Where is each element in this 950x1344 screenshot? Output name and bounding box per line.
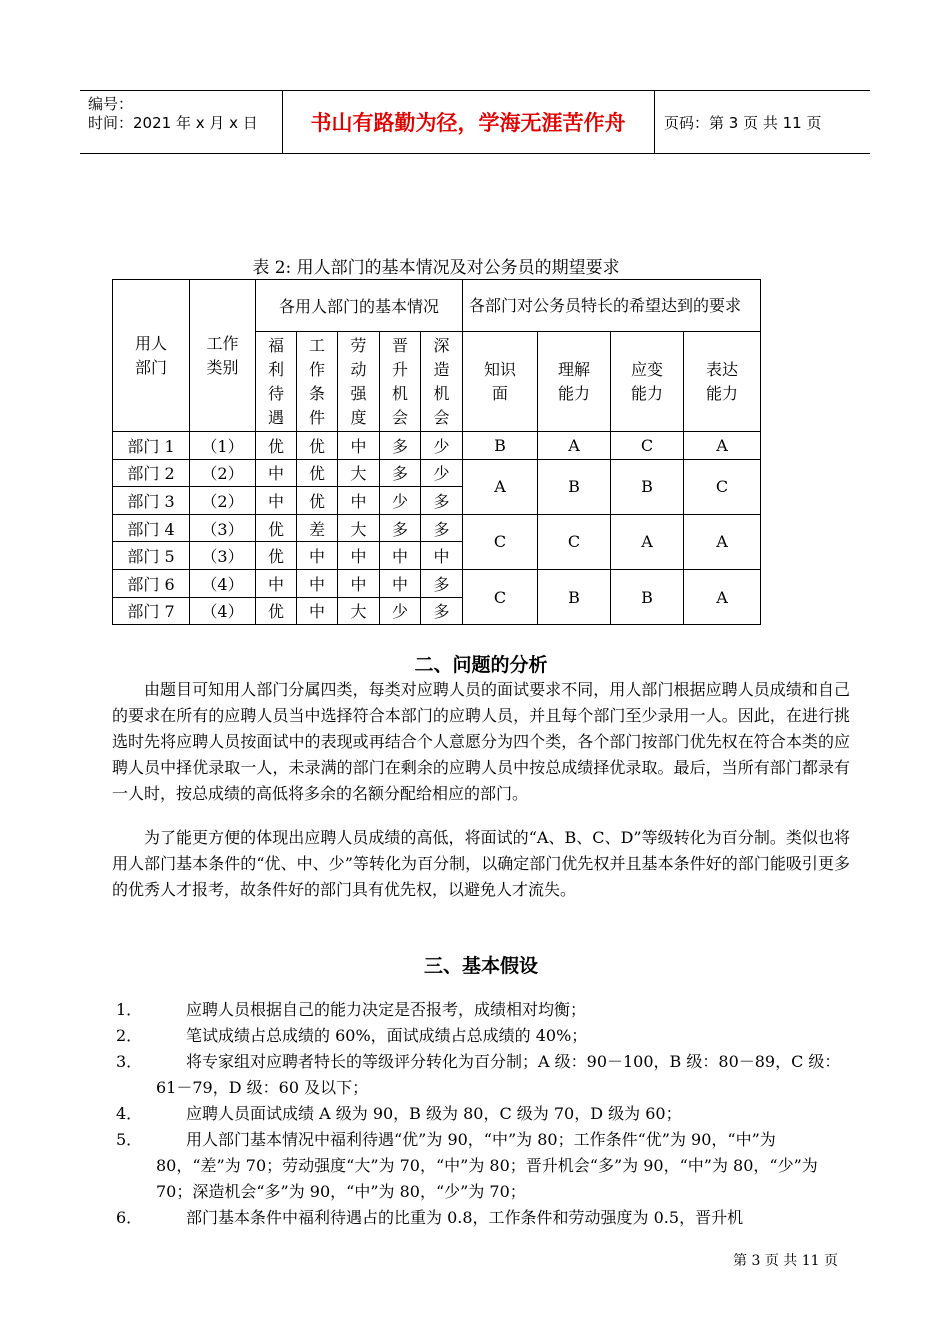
list-item [112,1205,850,1231]
basic-cell: 中 [338,569,380,597]
list-item [112,1023,850,1049]
table-row [113,432,761,460]
list-item [112,1101,850,1127]
page-header [80,90,870,154]
col-header-basic: 福利待遇 [256,332,297,432]
col-header-dept: 用人部门 [113,280,190,432]
type-cell: （3） [190,542,256,570]
basic-cell: 多 [421,487,463,515]
basic-cell: 多 [421,514,463,542]
list-number: 6． [116,1208,143,1227]
list-item [112,1127,850,1205]
list-text: 将专家组对应聘者特长的等级评分转化为百分制；A 级：90－100，B 级：80－89，C 级：61－79，D 级：60 及以下； [156,1052,841,1097]
list-text: 笔试成绩占总成绩的 60%，面试成绩占总成绩的 40%； [186,1026,588,1045]
basic-cell: 多 [380,432,421,460]
list-text: 应聘人员根据自己的能力决定是否报考，成绩相对均衡； [186,1000,587,1019]
basic-cell: 中 [380,569,421,597]
col-header-expect: 表达能力 [684,332,761,432]
basic-cell: 多 [380,459,421,487]
expect-cell: B [463,432,538,460]
dept-cell: 部门 7 [113,597,190,625]
dept-cell: 部门 1 [113,432,190,460]
basic-cell: 优 [297,487,338,515]
basic-cell: 多 [421,569,463,597]
basic-cell: 中 [297,597,338,625]
basic-cell: 大 [338,514,380,542]
dept-cell: 部门 3 [113,487,190,515]
list-text: 应聘人员面试成绩 A 级为 90，B 级为 80，C 级为 70，D 级为 60； [186,1104,682,1123]
expect-cell: B [611,569,684,624]
basic-cell: 中 [297,569,338,597]
basic-cell: 中 [421,542,463,570]
basic-cell: 中 [338,487,380,515]
basic-cell: 中 [256,569,297,597]
expect-cell: B [538,459,611,514]
section-title: 二、问题的分析 [414,654,548,676]
type-cell: （3） [190,514,256,542]
expect-cell: C [463,514,538,569]
list-number: 2． [116,1026,143,1045]
basic-cell: 大 [338,597,380,625]
table-row [113,514,761,542]
expect-cell: A [463,459,538,514]
list-text: 用人部门基本情况中福利待遇“优”为 90，“中”为 80；工作条件“优”为 90，“中”为 80，“差”为 70；劳动强度“大”为 70，“中”为 80；晋升机会“多”为 90，“中”为 80，“少”为 70；深造机会“多”为 90，“中”为 80，“少”为 70； [156,1130,818,1201]
col-header-expect: 理解能力 [538,332,611,432]
basic-cell: 优 [256,597,297,625]
basic-cell: 中 [256,459,297,487]
expect-cell: A [538,432,611,460]
list-item [112,1049,850,1101]
assumption-list [112,997,850,1231]
list-text: 部门基本条件中福利待遇占的比重为 0.8，工作条件和劳动强度为 0.5，晋升机 [186,1208,744,1227]
dept-cell: 部门 4 [113,514,190,542]
dept-cell: 部门 2 [113,459,190,487]
expect-cell: A [611,514,684,569]
group-header-basic: 各用人部门的基本情况 [256,280,463,332]
table-row [113,569,761,597]
basic-cell: 大 [338,459,380,487]
header-left [88,95,284,133]
basic-cell: 优 [256,514,297,542]
expect-cell: B [538,569,611,624]
basic-cell: 中 [338,542,380,570]
basic-cell: 中 [256,487,297,515]
expect-cell: C [684,459,761,514]
list-number: 4． [116,1104,143,1123]
type-cell: （2） [190,459,256,487]
col-header-basic: 工作条件 [297,332,338,432]
expect-cell: C [538,514,611,569]
basic-cell: 少 [421,459,463,487]
type-cell: （4） [190,597,256,625]
basic-cell: 优 [256,432,297,460]
header-page-number: 页码：第 3 页 共 11 页 [664,113,822,132]
table-row [113,459,761,487]
table-caption: 表 2: 用人部门的基本情况及对公务员的期望要求 [252,258,620,278]
list-number: 5． [116,1130,143,1149]
expect-cell: A [684,432,761,460]
doc-date-label: 时间：2021 年 x 月 x 日 [88,114,258,132]
col-header-basic: 晋升机会 [380,332,421,432]
header-motto: 书山有路勤为径，学海无涯苦作舟 [310,111,626,135]
basic-cell: 少 [380,487,421,515]
basic-cell: 中 [338,432,380,460]
list-number: 1． [116,1000,143,1019]
dept-cell: 部门 5 [113,542,190,570]
expect-cell: C [463,569,538,624]
list-item [112,997,850,1023]
type-cell: （4） [190,569,256,597]
header-divider [654,91,655,153]
doc-number-label: 编号： [88,95,134,113]
section-title: 三、基本假设 [423,955,538,977]
col-header-basic: 深造机会 [421,332,463,432]
basic-cell: 差 [297,514,338,542]
basic-cell: 多 [421,597,463,625]
basic-cell: 中 [297,542,338,570]
basic-cell: 优 [256,542,297,570]
page-footer: 第 3 页 共 11 页 [733,1253,838,1269]
department-table [112,279,761,625]
expect-cell: A [684,569,761,624]
group-header-expect: 各部门对公务员特长的希望达到的要求 [463,280,761,332]
basic-cell: 多 [380,514,421,542]
basic-cell: 优 [297,432,338,460]
dept-cell: 部门 6 [113,569,190,597]
paragraph: 为了能更方便的体现出应聘人员成绩的高低，将面试的“A、B、C、D”等级转化为百分制。类似也将用人部门基本条件的“优、中、少”等转化为百分制，以确定部门优先权并且基本条件好的部门能吸引更多的优秀人才报考，故条件好的部门具有优先权，以避免人才流失。 [112,828,850,899]
col-header-type: 工作类别 [190,280,256,432]
basic-cell: 中 [380,542,421,570]
type-cell: （1） [190,432,256,460]
expect-cell: B [611,459,684,514]
expect-cell: A [684,514,761,569]
paragraph: 由题目可知用人部门分属四类，每类对应聘人员的面试要求不同，用人部门根据应聘人员成绩和自己的要求在所有的应聘人员当中选择符合本部门的应聘人员，并且每个部门至少录用一人。因此，在进行挑选时先将应聘人员按面试中的表现或再结合个人意愿分为四个类，各个部门按部门优先权在符合本类的应聘人员中择优录取一人，未录满的部门在剩余的应聘人员中按总成绩择优录取。最后，当所有部门都录有一人时，按总成绩的高低将多余的名额分配给相应的部门。 [112,680,850,803]
list-number: 3． [116,1052,143,1071]
basic-cell: 少 [380,597,421,625]
expect-cell: C [611,432,684,460]
type-cell: （2） [190,487,256,515]
col-header-basic: 劳动强度 [338,332,380,432]
col-header-expect: 应变能力 [611,332,684,432]
basic-cell: 少 [421,432,463,460]
col-header-expect: 知识面 [463,332,538,432]
basic-cell: 优 [297,459,338,487]
